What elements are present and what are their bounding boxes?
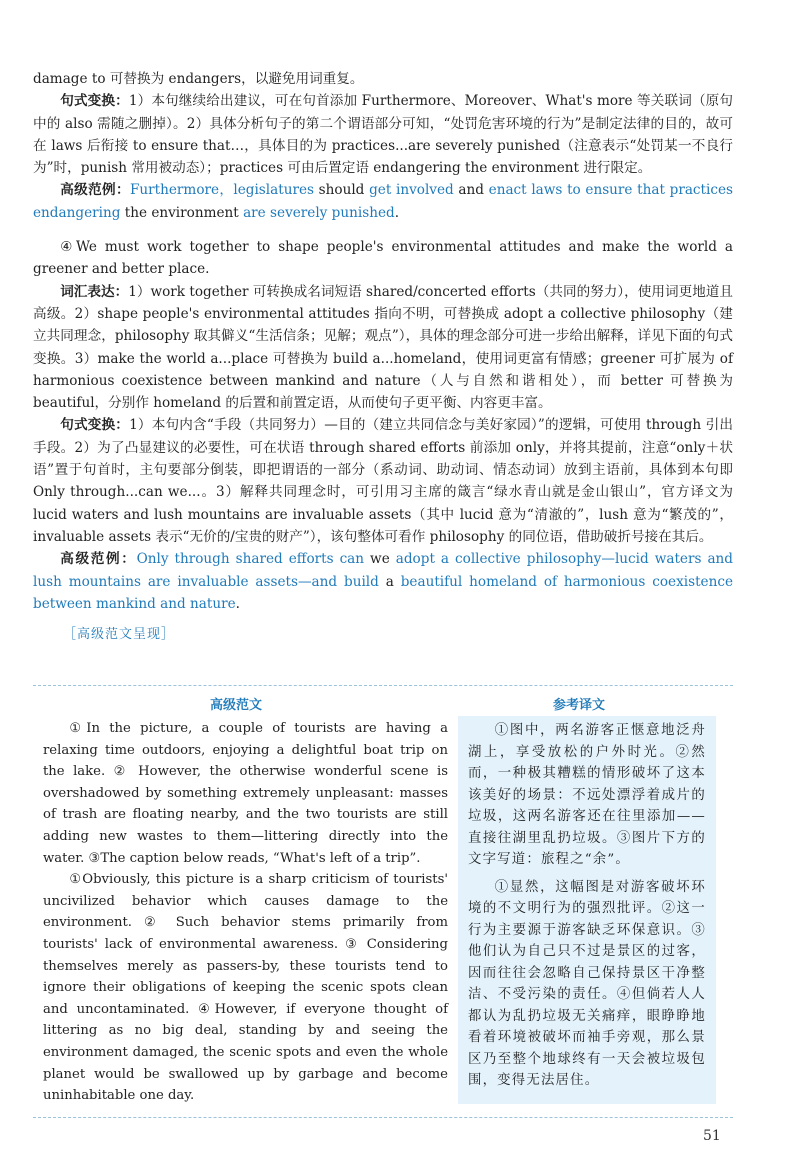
translation-paragraph-1: ①图中，两名游客正惬意地泛舟湖上，享受放松的户外时光。②然而，一种极其糟糕的情形破坏了这本该美好的场景：不远处漂浮着成片的垃圾，这两名游客还在往里添加——直接往湖里乱扔垃圾。③图片下方的文字写道：旅程之“余”。: [468, 723, 706, 867]
model-essay: [43, 718, 448, 1107]
bottom-divider: [33, 1117, 733, 1118]
translation-paragraph-2: ①显然，这幅图是对游客破坏环境的不文明行为的强烈批评。②这一行为主要源于游客缺乏环保意识。③他们认为自己只不过是景区的过客，因而往往会忽略自己保持景区干净整洁、不受污染的责任。④但倘若人人都认为乱扔垃圾无关痛痒，眼睁睁地看着环境被破坏而袖手旁观，那么景区乃至整个地球终有一天会被垃圾包围，变得无法居住。: [468, 879, 706, 1088]
paragraph-damage: damage to 可替换为 endangers，以避免用词重复。: [33, 71, 364, 87]
syntax-label: 句式变换：: [60, 93, 129, 110]
page-number: 51: [703, 1128, 721, 1144]
reference-translation: [458, 716, 716, 1104]
essay-paragraph-1: ①In the picture, a couple of tourists are having a relaxing time outdoors, enjoying a delightful boat trip on the lake. ② However, the otherwise wonderful scene is overshadowed by something extremely unpleasant: masses of trash are floating nearby, and the two tourists are still adding new wastes to them—littering directly into the water. ③The caption below reads, “What's left of a trip”.: [43, 721, 448, 866]
syntax-transform-2: 句式变换：1）本句内含“手段（共同努力）—目的（建立共同信念与美好家园）”的逻辑，可使用 through 引出手段。2）为了凸显建议的必要性，可在状语 through shared efforts 前添加 only，并将其提前，注意“only＋状语”置于句首时，主句要部分倒装，即把谓语的一部分（系动词、助动词、情态动词）放到主语前，具体到本句即 Only through...can we...。3）解释共同理念时，可引用习主席的箴言“绿水青山就是金山银山”，官方译文为 lucid waters and lush mountains are invaluable assets（其中 lucid 意为“清澈的”，lush 意为“繁茂的”，invaluable assets 表示“无价的/宝贵的财产”），该句整体可看作 philosophy 的同位语，借助破折号接在其后。: [33, 417, 734, 545]
section-tag: ［高级范文呈现］: [63, 627, 176, 643]
vocab-expression: 词汇表达：1）work together 可转换成名词短语 shared/concerted efforts（共同的努力），使用词更地道且高级。2）shape people's environmental attitudes 指向不明，可替换成 adopt a collective philosophy（建立共同理念，philosophy 取其僻义“生活信条；见解；观点”），具体的理念部分可进一步给出解释，详见下面的句式变换。3）make the world a...place 可替换为 build a...homeland，使用词更富有情感；greener 可扩展为 of harmonious coexistence between mankind and nature（人与自然和谐相处），而 better 可替换为 beautiful，分别作 homeland 的后置和前置定语，从而使句子更平衡、内容更丰富。: [33, 283, 734, 412]
left-column-title: 高级范文: [210, 698, 263, 713]
essay-paragraph-2: ①Obviously, this picture is a sharp criticism of tourists' uncivilized behavior which causes damage to the environment. ② Such behavior stems primarily from tourists' lack of environmental awareness. ③ Considering themselves merely as passers-by, these tourists tend to ignore their obligations of keeping the scenic spots clean and uncontaminated. ④However, if everyone thought of littering as no big deal, standing by and seeing the environment damaged, the scenic spots and even the whole planet would be swallowed up by garbage and become uninhabitable one day.: [43, 872, 448, 1104]
syntax-transform-1: 句式变换：1）本句继续给出建议，可在句首添加 Furthermore、Moreover、What's more 等关联词（原句中的 also 需随之删掉）。2）具体分析句子的第二个谓语部分可知，“处罚危害环境的行为”是制定法律的目的，故可在 laws 后衔接 to ensure that…，具体目的为 practices...are severely punished（注意表示“处罚某一不良行为”时，punish 常用被动态）；practices 可由后置定语 endangering the environment 进行限定。: [33, 93, 733, 177]
main-text: [33, 68, 733, 642]
example-1: 高级范例：Furthermore，legislatures should get involved and enact laws to ensure that practices endangering the environment are severely punished.: [33, 182, 733, 221]
original-sentence-4: ④We must work together to shape people's environmental attitudes and make the world a greener and better place.: [33, 239, 733, 278]
example-2: 高级范例：Only through shared efforts can we adopt a collective philosophy—lucid waters and lush mountains are invaluable assets—and build a beautiful homeland of harmonious coexistence between mankind and nature.: [33, 551, 734, 612]
right-column-title: 参考译文: [553, 698, 606, 713]
